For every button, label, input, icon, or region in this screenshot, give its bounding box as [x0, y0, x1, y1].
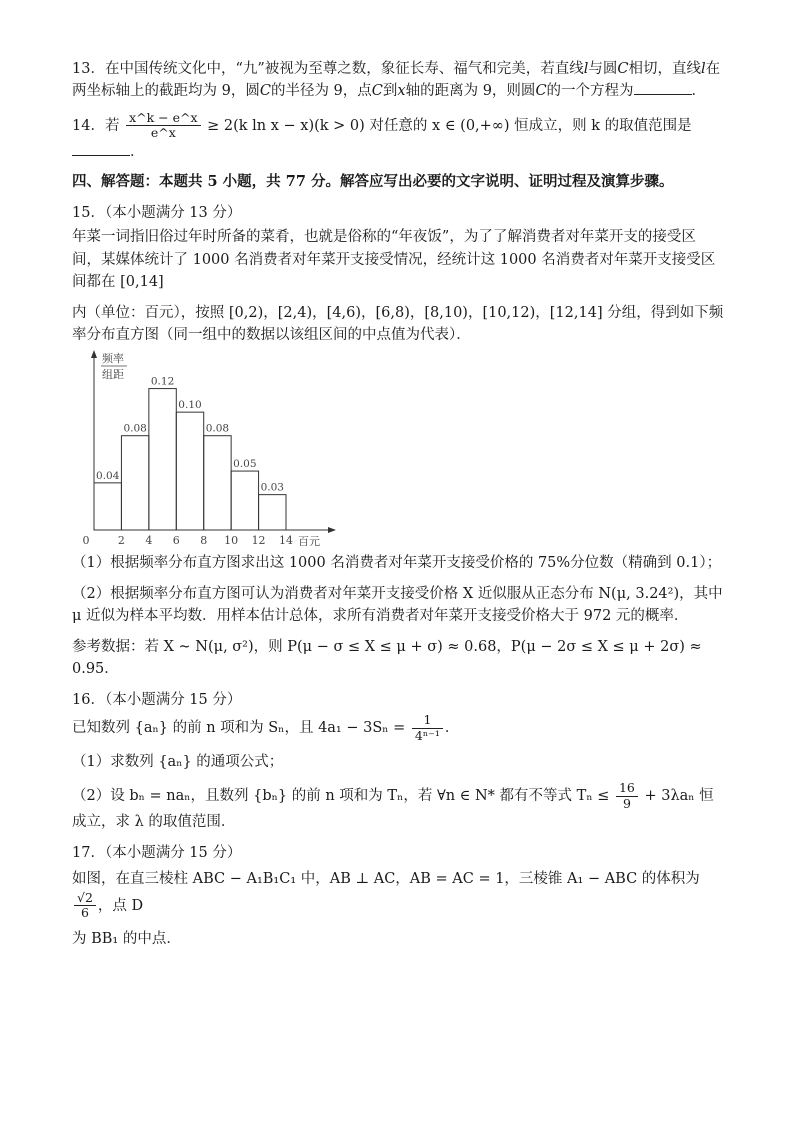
q14-end: ． — [130, 143, 145, 160]
q17-frac-num: √2 — [74, 891, 96, 906]
exam-page — [72, 58, 724, 959]
q14-fraction — [126, 111, 200, 141]
q13-text-b: 与圆 — [588, 61, 618, 77]
answer-blank[interactable] — [72, 143, 130, 156]
q16-s2-fraction — [616, 781, 638, 811]
q15-sub-2: （2）根据频率分布直方图可认为消费者对年菜开支接受价格 X 近似服从正态分布 N(μ, 3.24²)，其中 μ 近似为样本平均数．用样本估计总体，求所有消费者对年菜开支接受价格大于 972 元的概率． — [72, 585, 723, 625]
q13-text-i: 的一个方程为 — [546, 83, 634, 100]
histogram-bar — [231, 472, 258, 531]
x-tick-label: 8 — [200, 534, 208, 547]
q15-head: 15．（本小题满分 13 分） — [72, 204, 242, 221]
bar-value-label: 0.12 — [150, 376, 175, 389]
question-13: 13．在中国传统文化中，“九”被视为至尊之数，象征长寿、福气和完美，若直线l与圆C相切，直线l在 两坐标轴上的截距均为 9，圆C的半径为 9，点C到x轴的距离为 9，则圆C的一个方程为 ． — [72, 61, 721, 100]
q13-text-g: 到 — [382, 83, 398, 100]
q15-paragraph-1: 年菜一词指旧俗过年时所备的菜肴，也就是俗称的“年夜饭”，为了了解消费者对年菜开支的接受区间，某媒体统计了 1000 名消费者对年菜开支接受情况，经统计这 1000 名消费者对年菜开支接受区间都在 [0,14] — [72, 229, 716, 291]
bar-value-label: 0.05 — [233, 458, 257, 471]
histogram-bar — [94, 483, 121, 530]
q16-paragraph-1 — [72, 713, 724, 743]
q16-s2-frac-den: 9 — [622, 795, 631, 811]
q13-text-f: 的半径为 9，点 — [270, 83, 372, 100]
q16-s2-frac-num: 16 — [616, 781, 638, 796]
y-label-bottom: 组距 — [102, 368, 124, 382]
q13-text: 13．在中国传统文化中，“九”被视为至尊之数，象征长寿、福气和完美，若直线 — [72, 61, 584, 77]
q17-p1b: ，点 D — [97, 897, 144, 914]
histogram-bar — [259, 495, 286, 530]
q13-text-d: 在 — [705, 61, 721, 77]
q13-text-c: 相切，直线 — [628, 61, 702, 77]
x-tick-label: 0 — [82, 534, 90, 547]
x-axis-label: 百元 — [298, 535, 320, 547]
q13-end: ． — [691, 83, 707, 100]
histogram-bar — [121, 436, 148, 530]
bar-value-label: 0.03 — [260, 482, 284, 495]
bar-value-label: 0.08 — [123, 423, 147, 436]
bar-value-label: 0.10 — [178, 399, 202, 412]
q17-fraction — [74, 891, 96, 921]
x-tick-label: 10 — [224, 534, 239, 547]
bar-value-label: 0.04 — [96, 470, 120, 483]
q14-frac-den: e^x — [150, 125, 176, 141]
q14-lead: 14．若 — [72, 117, 120, 134]
q15-sub-1: （1）根据频率分布直方图求出这 1000 名消费者对年菜开支接受价格的 75%分位数（精确到 0.1）； — [72, 555, 722, 572]
q16-frac-num: 1 — [412, 713, 443, 728]
question-17 — [72, 842, 724, 951]
q17-paragraph-2: 为 BB₁ 的中点． — [72, 931, 181, 948]
question-16 — [72, 689, 724, 834]
histogram-bar — [176, 413, 203, 531]
x-axis-arrow — [328, 527, 336, 533]
bar-value-label: 0.08 — [205, 423, 230, 436]
question-14 — [72, 111, 724, 163]
q13-text-e: 两坐标轴上的截距均为 9，圆 — [72, 83, 260, 100]
histogram-bar — [149, 389, 176, 530]
q16-s2a: （2）设 bₙ = naₙ，且数列 {bₙ} 的前 n 项和为 Tₙ，若 ∀n ∈ N* 都有不等式 Tₙ ≤ — [72, 788, 610, 805]
q16-s2b: + 3λaₙ 恒成立，求 λ 的取值范围． — [72, 788, 714, 831]
frequency-histogram — [80, 350, 342, 546]
histogram-bar — [204, 436, 231, 530]
q17-paragraph-1 — [72, 868, 724, 920]
q17-frac-den: 6 — [80, 905, 89, 920]
q16-fraction — [412, 713, 443, 743]
q17-p1a: 如图，在直三棱柱 ABC − A₁B₁C₁ 中，AB ⊥ AC，AB = AC = 1，三棱锥 A₁ − ABC 的体积为 — [72, 871, 700, 888]
x-tick-label: 4 — [145, 534, 153, 547]
x-tick-label: 14 — [279, 534, 293, 547]
answer-blank[interactable] — [634, 82, 692, 95]
y-label-top: 频率 — [102, 352, 124, 366]
q17-head: 17．（本小题满分 15 分） — [72, 844, 242, 861]
x-tick-label: 12 — [251, 534, 266, 547]
section-4-heading: 四、解答题：本题共 5 小题，共 77 分。解答应写出必要的文字说明、证明过程及演算步骤。 — [72, 173, 674, 191]
x-tick-label: 6 — [172, 534, 180, 547]
q16-p1-end: ． — [444, 720, 460, 737]
question-15 — [72, 202, 724, 681]
q13-text-h: 轴的距离为 9，则圆 — [405, 83, 536, 100]
q16-frac-den: 4ⁿ⁻¹ — [414, 727, 440, 743]
q16-head: 16．（本小题满分 15 分） — [72, 691, 242, 708]
q16-p1a: 已知数列 {aₙ} 的前 n 项和为 Sₙ，且 4a₁ − 3Sₙ = — [72, 720, 406, 737]
q14-frac-num: x^k − e^x — [126, 111, 200, 126]
q15-reference: 参考数据：若 X ~ N(μ, σ²)，则 P(μ − σ ≤ X ≤ μ + σ) ≈ 0.68，P(μ − 2σ ≤ X ≤ μ + 2σ) ≈ 0.95． — [72, 638, 702, 678]
y-axis-arrow — [91, 350, 97, 358]
q16-sub-1: （1）求数列 {aₙ} 的通项公式； — [72, 754, 284, 770]
x-tick-label: 2 — [117, 534, 125, 547]
q16-sub-2 — [72, 781, 724, 833]
q14-condition: ≥ 2(k ln x − x)(k > 0) 对任意的 x ∈ (0,+∞) 恒成立，则 k 的取值范围是 — [207, 117, 692, 134]
histogram-svg — [80, 350, 342, 546]
q15-paragraph-2: 内（单位：百元），按照 [0,2)，[2,4)，[4,6)，[6,8)，[8,10)，[10,12)，[12,14] 分组，得到如下频率分布直方图（同一组中的数据以该组区间的中点值为代表）． — [72, 304, 724, 343]
